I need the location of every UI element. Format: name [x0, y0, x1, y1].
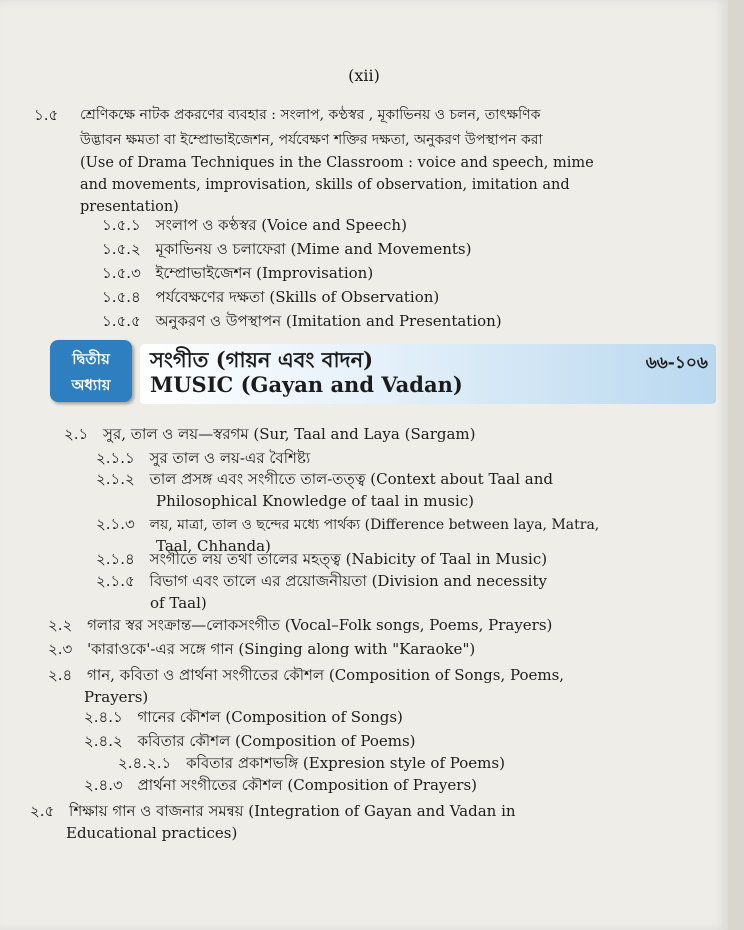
toc-subentry [102, 262, 373, 284]
toc-text: শিক্ষায় গান ও বাজনার সমন্বয় (Integration of Gayan and Vadan in [69, 802, 516, 820]
toc-number: ২.২ [48, 616, 73, 634]
toc-text: গলার স্বর সংক্রান্ত—লোকসংগীত (Vocal–Folk songs, Poems, Prayers) [87, 616, 553, 634]
toc-text: তাল প্রসঙ্গ এবং সংগীতে তাল-তত্ত্ব (Context about Taal and [149, 470, 553, 488]
toc-number: ২.১.৩ [96, 515, 135, 533]
toc-text: ইম্প্রোভাইজেশন (Improvisation) [155, 264, 374, 282]
toc-text: গান, কবিতা ও প্রার্থনা সংগীতের কৌশল (Composition of Songs, Poems, [87, 666, 565, 684]
page-number: (xii) [348, 66, 380, 85]
toc-number: ১.৫.১ [102, 216, 141, 234]
toc-number: ২.১.১ [96, 449, 135, 467]
toc-number: ২.৪.১ [84, 708, 123, 726]
toc-entry-2-3 [48, 638, 475, 660]
toc-subentry [96, 548, 547, 570]
toc-subentry [96, 513, 599, 536]
chapter-badge [50, 340, 132, 402]
toc-number: ২.৫ [30, 802, 55, 820]
toc-title-bn-line: উদ্ভাবন ক্ষমতা বা ইম্প্রোভাইজেশন, পর্যবেক্ষণ শক্তির দক্ষতা, অনুকরণ উপস্থাপন করা [80, 132, 543, 148]
toc-text: সুর, তাল ও লয়—স্বরগম (Sur, Taal and Laya (Sargam) [103, 425, 476, 443]
chapter-page-range: ৬৬-১০৬ [645, 353, 708, 373]
toc-number: ২.৪.২.১ [118, 754, 172, 772]
toc-text: বিভাগ এবং তালে এর প্রয়োজনীয়তা (Division and necessity [149, 572, 547, 590]
toc-subentry [96, 468, 553, 490]
toc-subentry [102, 286, 439, 308]
toc-number: ১.৫.৩ [102, 264, 141, 282]
toc-title-bn-line: শ্রেণিকক্ষে নাটক প্রকরণের ব্যবহার : সংলাপ, কণ্ঠস্বর , মূকাভিনয় ও চলন, তাৎক্ষণিক [80, 107, 541, 123]
toc-text: সংলাপ ও কণ্ঠস্বর (Voice and Speech) [155, 216, 407, 234]
toc-text: গানের কৌশল (Composition of Songs) [137, 708, 403, 726]
toc-number: ১.৫.৪ [102, 288, 141, 306]
toc-text-continuation: of Taal) [150, 594, 207, 612]
chapter-banner [42, 338, 720, 408]
toc-number: ১.৫.৫ [102, 312, 141, 330]
toc-text: কবিতার কৌশল (Composition of Poems) [137, 732, 416, 750]
toc-text: সংগীতে লয় তথা তালের মহত্ত্ব (Nabicity of Taal in Music) [149, 550, 548, 568]
toc-text: মূকাভিনয় ও চলাফেরা (Mime and Movements) [155, 240, 472, 258]
toc-subentry [84, 730, 416, 752]
toc-entry-2-5 [30, 800, 516, 822]
toc-entry-2-4 [48, 664, 564, 686]
toc-text-continuation: Prayers) [84, 688, 149, 706]
toc-number: ২.১ [64, 425, 89, 443]
toc-number: ২.৪ [48, 666, 73, 684]
toc-text-continuation: Philosophical Knowledge of taal in music) [156, 492, 475, 510]
toc-entry-2-1 [64, 423, 475, 445]
toc-text: অনুকরণ ও উপস্থাপন (Imitation and Presentation) [155, 312, 502, 330]
toc-number: ২.৩ [48, 640, 73, 658]
toc-title-en-line: presentation) [80, 199, 179, 215]
chapter-title-bn: সংগীত (গায়ন এবং বাদন) [150, 347, 374, 372]
toc-subentry [84, 706, 403, 728]
toc-text: প্রার্থনা সংগীতের কৌশল (Composition of Prayers) [137, 776, 477, 794]
toc-number: ২.১.৫ [96, 572, 135, 590]
toc-title-en-line: and movements, improvisation, skills of observation, imitation and [80, 177, 570, 193]
toc-text: লয়, মাত্রা, তাল ও ছন্দের মধ্যে পার্থক্য (Difference between laya, Matra, [149, 517, 600, 533]
toc-number: ২.১.২ [96, 470, 135, 488]
toc-subentry [118, 752, 505, 774]
toc-text: কবিতার প্রকাশভঙ্গি (Expresion style of Poems) [186, 754, 505, 772]
toc-text-continuation: Taal, Chhanda) [156, 537, 271, 555]
toc-subentry [102, 214, 407, 236]
toc-number: ২.৪.৩ [84, 776, 123, 794]
toc-entry-1-5 [34, 104, 58, 126]
toc-subentry [84, 774, 477, 796]
toc-entry-2-2 [48, 614, 552, 636]
toc-text-continuation: Educational practices) [66, 824, 238, 842]
toc-subentry [96, 447, 310, 469]
toc-number: ২.১.৪ [96, 550, 135, 568]
toc-number: ১.৫.২ [102, 240, 141, 258]
toc-number: ১.৫ [34, 106, 59, 124]
toc-text: 'কারাওকে'-এর সঙ্গে গান (Singing along with "Karaoke") [87, 640, 476, 658]
chapter-badge-line: দ্বিতীয় [72, 350, 110, 368]
toc-subentry [96, 570, 547, 592]
toc-number: ২.৪.২ [84, 732, 123, 750]
toc-text: পর্যবেক্ষণের দক্ষতা (Skills of Observation) [155, 288, 440, 306]
toc-subentry [102, 310, 502, 332]
toc-title-en-line: (Use of Drama Techniques in the Classroom : voice and speech, mime [80, 155, 594, 171]
toc-text: সুর তাল ও লয়-এর বৈশিষ্ট্য [149, 449, 311, 467]
chapter-badge-line: অধ্যায় [71, 376, 111, 394]
toc-subentry [102, 238, 471, 260]
chapter-title-en: MUSIC (Gayan and Vadan) [150, 372, 463, 397]
